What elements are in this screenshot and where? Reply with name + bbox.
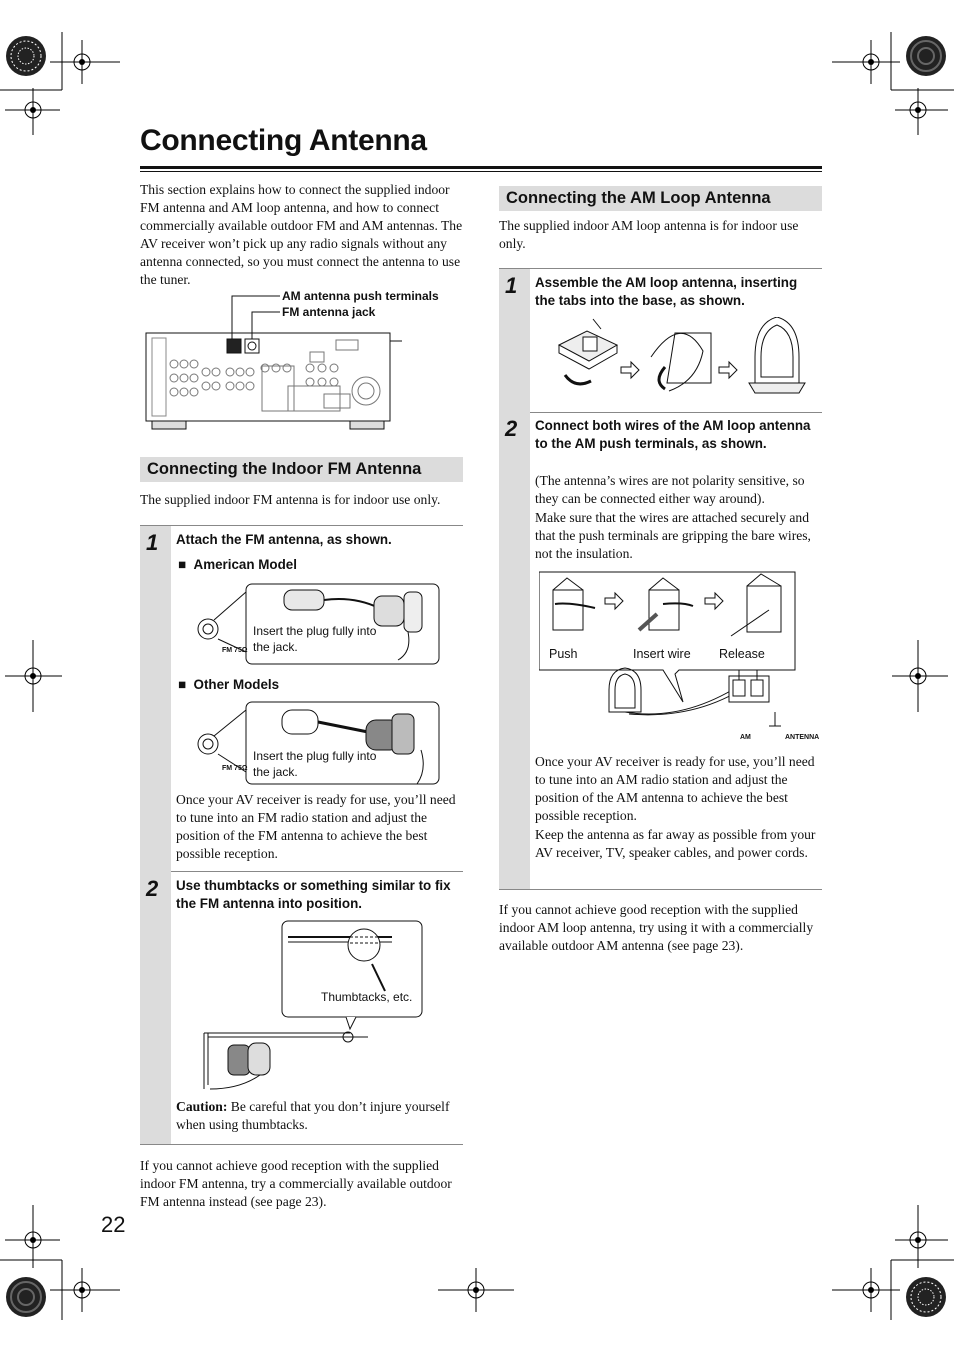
american-model-label: American Model xyxy=(193,557,297,572)
step-heading: Use thumbtacks or something similar to fix the FM antenna into position. xyxy=(176,878,451,911)
callout-text-other: Insert the plug fully into the jack. xyxy=(253,749,377,779)
step-number-column xyxy=(499,412,530,889)
polarity-note: (The antenna’s wires are not polarity sensitive, so they can be connected either way around). xyxy=(535,473,805,506)
receiver-rear-panel-drawing xyxy=(140,286,464,434)
page-title: Connecting Antenna xyxy=(140,124,427,157)
am-terminals-label: AM antenna push terminals xyxy=(282,289,439,303)
step-number: 1 xyxy=(505,273,518,298)
title-rule-thin xyxy=(140,171,822,172)
am-loop-assembly-figure xyxy=(555,317,815,397)
american-model-heading: ■ American Model xyxy=(178,557,297,572)
step-number: 1 xyxy=(146,530,159,555)
am-section-intro: The supplied indoor AM loop antenna is for indoor use only. xyxy=(499,218,799,251)
fm-step-1-after-text: Once your AV receiver is ready for use, you’ll need to tune into an FM radio station and adjust the position of the FM antenna to achieve the best possible reception. xyxy=(176,792,456,861)
am-step-2 xyxy=(499,412,822,890)
step-number-column xyxy=(140,871,171,1144)
fm-step-2 xyxy=(140,871,463,1145)
thumbtack-label: Thumbtacks, etc. xyxy=(321,990,413,1004)
jack-label-american: FM 75Ω xyxy=(222,647,248,654)
callout-text-american: Insert the plug fully into the jack. xyxy=(253,624,377,654)
title-rule xyxy=(140,166,822,169)
am-section-footer: If you cannot achieve good reception with the supplied indoor AM loop antenna, try using it with a commercially available outdoor AM antenna (see page 23). xyxy=(499,902,814,953)
other-models-heading: ■ Other Models xyxy=(178,677,280,692)
step-heading: Attach the FM antenna, as shown. xyxy=(176,532,392,547)
fm-jack-label: FM antenna jack xyxy=(282,305,376,319)
rear-panel-figure xyxy=(140,286,464,434)
fm-section-footer: If you cannot achieve good reception with the supplied indoor FM antenna, try a commercially available outdoor FM antenna instead (see page 23). xyxy=(140,1158,452,1209)
push-label: Push xyxy=(549,647,578,661)
step-number-column xyxy=(140,526,171,871)
am-step-2-after-text-2: Keep the antenna as far away as possible from your AV receiver, TV, speaker cables, and power cords. xyxy=(535,827,816,860)
thumbtack-figure xyxy=(200,919,430,1095)
fm-section-heading: Connecting the Indoor FM Antenna xyxy=(140,457,463,482)
am-section-heading: Connecting the AM Loop Antenna xyxy=(499,186,822,211)
antenna-label: ANTENNA xyxy=(785,734,820,741)
insert-wire-label: Insert wire xyxy=(633,647,691,661)
caution-paragraph xyxy=(176,1098,464,1134)
release-label: Release xyxy=(719,647,765,661)
other-models-label: Other Models xyxy=(193,677,280,692)
jack-label-other: FM 75Ω xyxy=(222,765,248,772)
step-heading: Connect both wires of the AM loop antenna to the AM push terminals, as shown. xyxy=(535,418,811,451)
step-number: 2 xyxy=(146,876,159,901)
wire-note: Make sure that the wires are attached securely and that the push terminals are gripping the bare wires, not the insulation. xyxy=(535,510,811,561)
am-label: AM xyxy=(740,734,751,741)
page-number: 22 xyxy=(101,1212,126,1237)
intro-paragraph: This section explains how to connect the supplied indoor FM antenna and AM loop antenna, and how to connect commercially available outdoor FM and AM antennas. The AV receiver won’t pick up any radio signals without any antenna connected, so you must connect the antenna to use the tuner. xyxy=(140,182,463,287)
step-heading: Assemble the AM loop antenna, inserting the tabs into the base, as shown. xyxy=(535,275,798,308)
am-step-2-after-text-1: Once your AV receiver is ready for use, you’ll need to tune into an AM radio station and adjust the position of the AM antenna to achieve the best possible reception. xyxy=(535,754,815,823)
fm-step-1 xyxy=(140,525,463,872)
step-number: 2 xyxy=(505,416,518,441)
caution-text: Be careful that you don’t injure yourself when using thumbtacks. xyxy=(176,1099,450,1132)
fm-section-intro: The supplied indoor FM antenna is for indoor use only. xyxy=(140,492,441,507)
am-step-1 xyxy=(499,268,822,413)
caution-label: Caution: xyxy=(176,1099,228,1114)
